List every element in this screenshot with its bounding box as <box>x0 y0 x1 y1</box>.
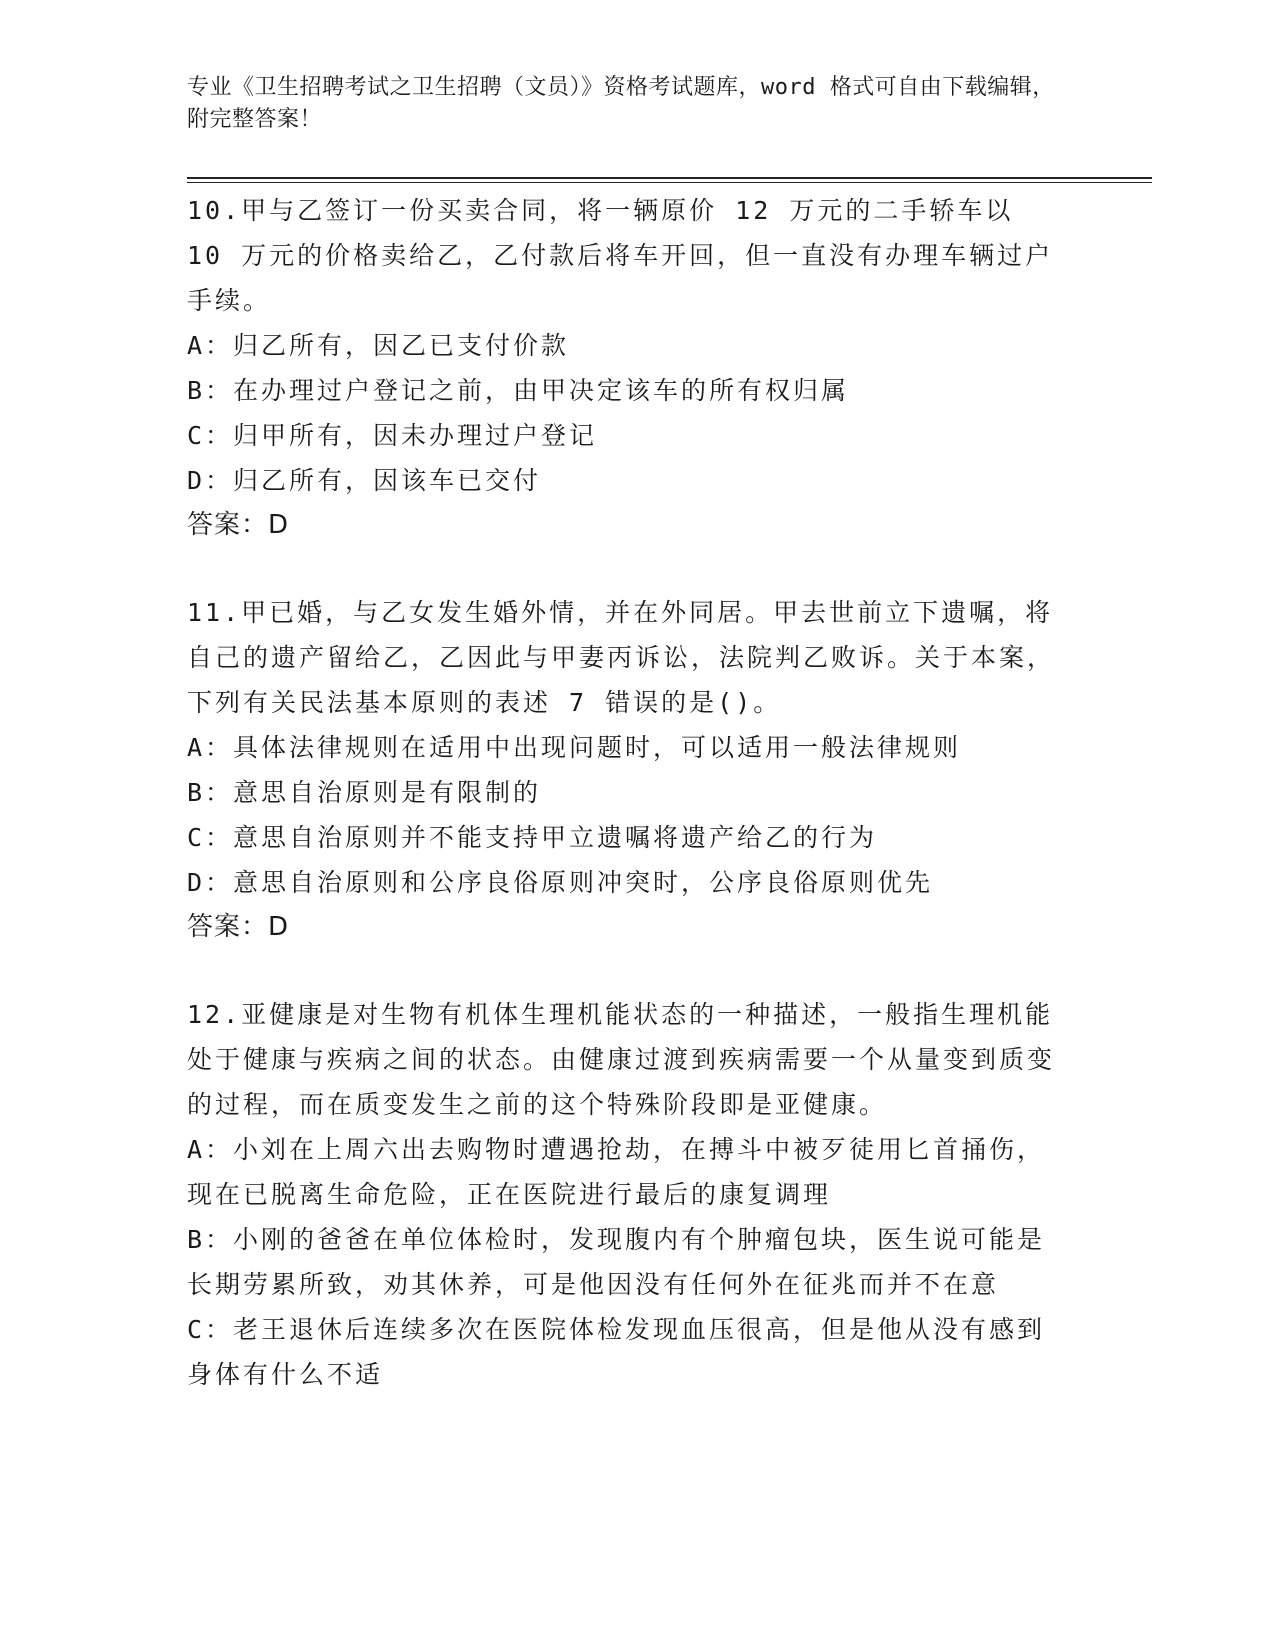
option-c: C：归甲所有，因未办理过户登记 <box>187 421 598 450</box>
option-a: A：具体法律规则在适用中出现问题时，可以适用一般法律规则 <box>187 733 962 762</box>
option-b: B：意思自治原则是有限制的 <box>187 778 542 807</box>
option-a: A：小刘在上周六出去购物时遭遇抢劫，在搏斗中被歹徒用匕首捅伤，现在已脱离生命危险，正在医院进行最后的康复调理 <box>187 1135 1046 1209</box>
header-divider-thin <box>187 182 1152 183</box>
option-d: D：归乙所有，因该车已交付 <box>187 466 542 495</box>
answer-label: 答案：D <box>187 912 290 942</box>
question-12 <box>187 992 1067 1397</box>
question-11 <box>187 590 1067 950</box>
header-divider-thick <box>187 177 1152 179</box>
question-list <box>187 188 1067 1439</box>
answer-label: 答案：D <box>187 510 290 540</box>
document-header: 专业《卫生招聘考试之卫生招聘（文员）》资格考试题库，word 格式可自由下载编辑，附完整答案！ <box>187 75 1055 132</box>
option-c: C：老王退休后连续多次在医院体检发现血压很高，但是他从没有感到身体有什么不适 <box>187 1315 1046 1389</box>
option-d: D：意思自治原则和公序良俗原则冲突时，公序良俗原则优先 <box>187 868 934 897</box>
question-stem: 11.甲已婚，与乙女发生婚外情，并在外同居。甲去世前立下遗嘱，将自己的遗产留给乙，乙因此与甲妻丙诉讼，法院判乙败诉。关于本案，下列有关民法基本原则的表述 7 错误的是()。 <box>187 598 1056 717</box>
option-b: B：小刚的爸爸在单位体检时，发现腹内有个肿瘤包块，医生说可能是长期劳累所致，劝其休养，可是他因没有任何外在征兆而并不在意 <box>187 1225 1046 1299</box>
question-stem: 12.亚健康是对生物有机体生理机能状态的一种描述，一般指生理机能处于健康与疾病之间的状态。由健康过渡到疾病需要一个从量变到质变的过程，而在质变发生之前的这个特殊阶段即是亚健康。 <box>187 1000 1056 1119</box>
option-a: A：归乙所有，因乙已支付价款 <box>187 331 570 360</box>
question-stem: 10.甲与乙签订一份买卖合同，将一辆原价 12 万元的二手轿车以 10 万元的价格卖给乙，乙付款后将车开回，但一直没有办理车辆过户手续。 <box>187 196 1054 315</box>
question-10 <box>187 188 1067 548</box>
option-b: B：在办理过户登记之前，由甲决定该车的所有权归属 <box>187 376 850 405</box>
option-c: C：意思自治原则并不能支持甲立遗嘱将遗产给乙的行为 <box>187 823 878 852</box>
